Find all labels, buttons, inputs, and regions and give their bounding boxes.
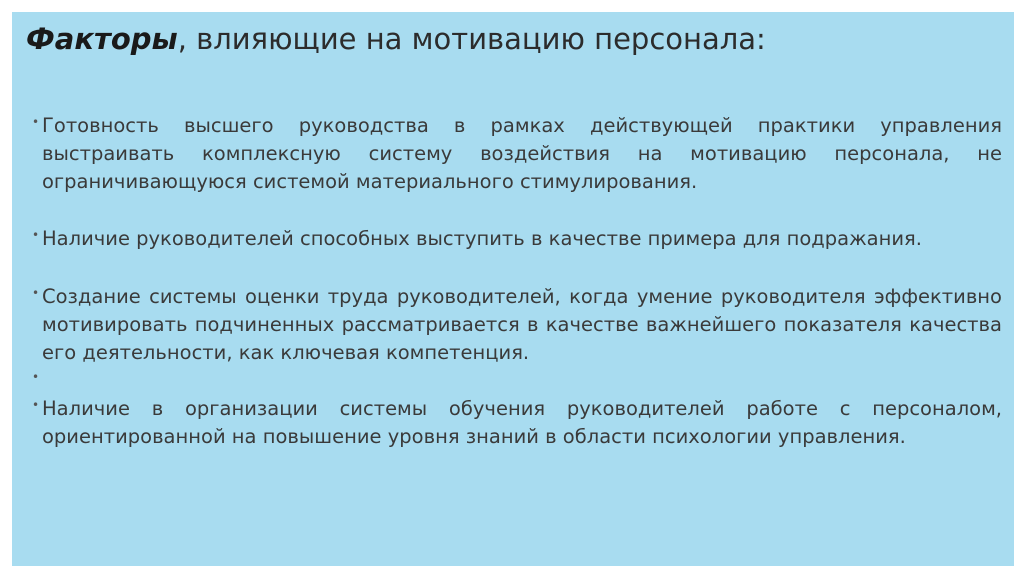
bullet-item bbox=[32, 112, 1002, 196]
bullet-item bbox=[32, 225, 1002, 253]
bullet-item bbox=[32, 395, 1002, 451]
bullet-marker: • bbox=[32, 115, 40, 129]
slide-title-rest: , влияющие на мотивацию персонала: bbox=[177, 22, 766, 56]
bullet-marker: • bbox=[32, 370, 40, 384]
bullet-text: Наличие руководителей способных выступить в качестве примера для подражания. bbox=[42, 227, 922, 250]
bullet-text: Наличие в организации системы обучения руководителей работе с персоналом, ориентированной на повышение уровня знаний в области психологии управления. bbox=[42, 397, 1002, 448]
bullet-marker: • bbox=[32, 228, 40, 242]
bullet-item-empty bbox=[32, 367, 1002, 395]
slide-title bbox=[26, 22, 766, 57]
bullet-list bbox=[32, 112, 1002, 451]
slide-title-emphasis: Факторы bbox=[26, 22, 178, 56]
slide bbox=[12, 12, 1014, 566]
bullet-marker: • bbox=[32, 286, 40, 300]
bullet-item bbox=[32, 283, 1002, 367]
bullet-text: Готовность высшего руководства в рамках действующей практики управления выстраивать комплексную систему воздействия на мотивацию персонала, не ограничивающуюся системой материального стимулирования. bbox=[42, 114, 1002, 193]
bullet-marker: • bbox=[32, 398, 40, 412]
bullet-text: Создание системы оценки труда руководителей, когда умение руководителя эффективно мотивировать подчиненных рассматривается в качестве важнейшего показателя качества его деятельности, как ключевая компетенция. bbox=[42, 285, 1002, 364]
